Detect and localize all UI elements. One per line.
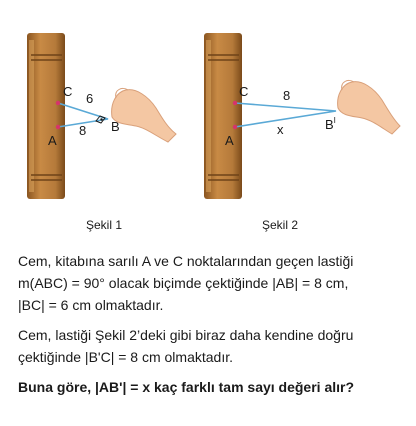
label-a: A [225,133,234,148]
caption-1: Şekil 1 [86,218,123,232]
label-b-prime: $B^I$ [325,116,336,132]
question-text: Buna göre, |AB'| = x kaç farklı tam sayı değeri alır? [18,379,355,395]
length-cb: 6 [86,91,94,106]
length-cb: 8 [283,88,291,103]
length-ab: 8 [79,123,87,138]
problem-text [18,250,408,398]
paragraph-1-line-3: |BC| = 6 cm olmaktadır. [18,297,164,313]
length-ab: x [277,122,284,137]
paragraph-1-line-1: Cem, kitabına sarılı A ve C noktalarından geçen lastiği [18,253,354,269]
book-icon [27,33,65,199]
point-a-marker [233,125,237,129]
paragraph-2-line-1: Cem, lastiği Şekil 2’deki gibi biraz daha kendine doğru [18,327,354,343]
label-a: A [48,133,57,148]
rubber-band-2 [235,103,336,127]
paragraph-1-line-2: m(ABC) = 90° olacak biçimde çektiğinde |AB| = 8 cm, [18,275,349,291]
point-c-marker [233,101,237,105]
right-angle-dot [100,118,102,120]
label-c: C [63,84,73,99]
paragraph-2-line-2: çektiğinde |B'C| = 8 cm olmaktadır. [18,349,233,365]
label-c: C [239,84,249,99]
hand-icon [338,80,400,134]
hand-icon [112,88,176,142]
figure-1 [27,33,176,232]
paragraph-1 [18,250,408,316]
book-icon [204,33,242,199]
caption-2: Şekil 2 [262,218,299,232]
label-b: B [111,119,120,134]
figure-2 [204,33,400,232]
paragraph-2 [18,324,408,368]
point-c-marker [56,101,60,105]
point-a-marker [56,125,60,129]
